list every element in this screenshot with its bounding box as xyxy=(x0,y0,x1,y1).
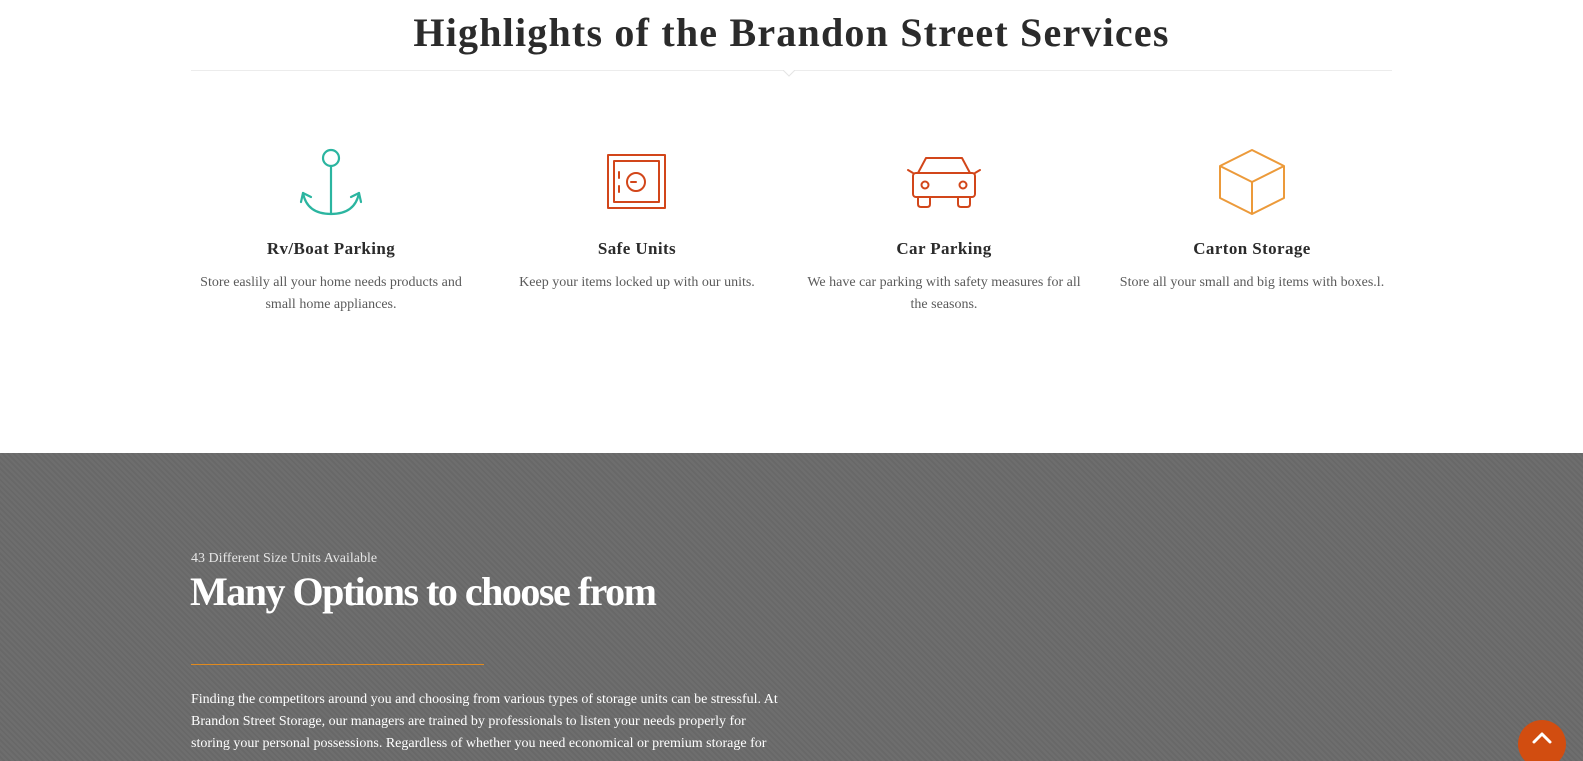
highlights-title: Highlights of the Brandon Street Services xyxy=(413,10,1170,55)
feature-title: Rv/Boat Parking xyxy=(266,239,396,258)
options-title: Many Options to choose from xyxy=(190,569,656,614)
feature-rv-boat-parking xyxy=(186,140,476,316)
feature-description: Store easlily all your home needs products and small home appliances. xyxy=(200,275,462,312)
car-icon xyxy=(904,140,984,220)
scroll-to-top-button[interactable] xyxy=(1518,720,1566,761)
options-body-text: Finding the competitors around you and choosing from various types of storage units can be stressful. At Brandon Street Storage, our managers are trained by professionals to listen your needs properly for storing your personal possessions. Regardless of whether you need economical or premium storage for xyxy=(191,692,778,751)
anchor-icon xyxy=(291,140,371,220)
options-subtitle: 43 Different Size Units Available xyxy=(191,551,378,566)
feature-description: We have car parking with safety measures for all the seasons. xyxy=(807,275,1081,312)
feature-safe-units xyxy=(492,140,782,294)
chevron-up-icon xyxy=(1530,730,1554,746)
feature-title: Safe Units xyxy=(597,239,677,258)
feature-carton-storage xyxy=(1107,140,1397,294)
box-icon xyxy=(1212,140,1292,220)
options-section xyxy=(0,453,1583,761)
feature-description: Keep your items locked up with our units. xyxy=(519,275,755,290)
options-accent-line xyxy=(191,664,484,665)
safe-icon xyxy=(597,140,677,220)
divider-notch xyxy=(783,70,795,78)
feature-car-parking xyxy=(799,140,1089,316)
feature-title: Carton Storage xyxy=(1193,239,1311,258)
feature-description: Store all your small and big items with boxes.l. xyxy=(1119,275,1385,290)
feature-title: Car Parking xyxy=(896,239,992,258)
